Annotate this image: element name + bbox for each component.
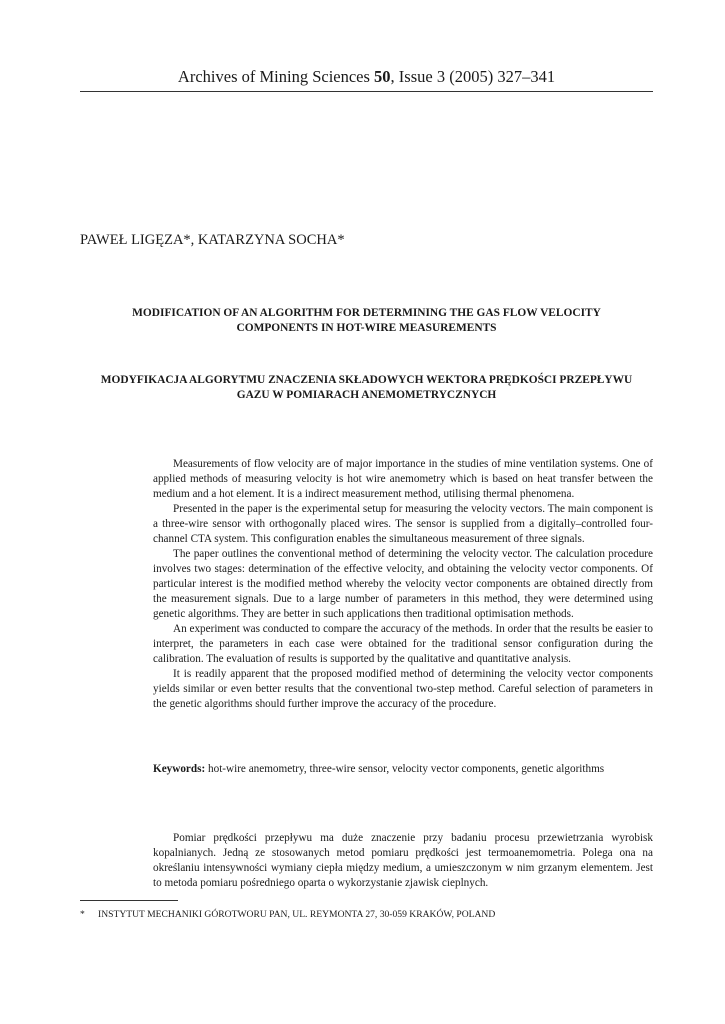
header-rule: [80, 91, 653, 92]
journal-header: [80, 66, 653, 88]
journal-issue: , Issue 3 (2005) 327–341: [390, 67, 556, 86]
title-english-line-2: COMPONENTS IN HOT-WIRE MEASUREMENTS: [236, 322, 497, 334]
abstract-paragraph-1: Measurements of flow velocity are of major importance in the studies of mine ventilation systems. One of applied methods of measuring velocity is hot wire anemometry which is based on heat transfer between the medium and a hot element. It is a indirect measurement method, utilising thermal phenomena.: [153, 458, 653, 500]
abstract: [153, 457, 653, 712]
journal-name: Archives of Mining Sciences: [177, 67, 375, 86]
abstract-paragraph-3: The paper outlines the conventional method of determining the velocity vector. The calculation procedure involves two stages: determination of the effective velocity, and obtaining the velocity vector components. Of particular interest is the modified method whereby the velocity vector components are obtained directly from the measurement signals. Due to a large number of parameters in this method, they were determined using genetic algorithms. They are better in such applications then traditional optimisation methods.: [153, 548, 653, 620]
title-polish: [80, 373, 653, 403]
keywords-label: Keywords:: [153, 763, 206, 775]
abstract-paragraph-5: It is readily apparent that the proposed modified method of determining the velocity vector components yields similar or even better results that the conventional two-step method. Careful selection of parameters in the genetic algorithms should further improve the accuracy of the procedure.: [153, 668, 653, 710]
body-text: [153, 831, 653, 891]
journal-volume: 50: [374, 67, 391, 86]
title-english-line-1: MODIFICATION OF AN ALGORITHM FOR DETERMINING THE GAS FLOW VELOCITY: [132, 307, 601, 319]
authors: PAWEŁ LIGĘZA*, KATARZYNA SOCHA*: [80, 232, 345, 248]
footnote-rule: [80, 900, 178, 901]
title-english: [80, 306, 653, 336]
title-polish-line-1: MODYFIKACJA ALGORYTMU ZNACZENIA SKŁADOWYCH WEKTORA PRĘDKOŚCI PRZEPŁYWU: [100, 374, 633, 386]
abstract-paragraph-2: Presented in the paper is the experimental setup for measuring the velocity vectors. The main component is a three-wire sensor with orthogonally placed wires. The sensor is supplied from a digitally–controlled four-channel CTA system. This configuration enables the simultaneous measurement of three signals.: [153, 503, 653, 545]
title-polish-line-2: GAZU W POMIARACH ANEMOMETRYCZNYCH: [236, 389, 497, 401]
footnote: [80, 908, 653, 921]
body-paragraph-1: Pomiar prędkości przepływu ma duże znaczenie przy badaniu procesu przewietrzania wyrobisk kopalnianych. Jedną ze stosowanych metod pomiaru prędkości jest termoanemometria. Polega ona na określaniu intensywności wymiany ciepła między medium, a umieszczonym w nim grzanym elementem. Jest to metoda pomiaru pośredniego oparta o wykorzystanie zjawisk cieplnych.: [153, 832, 653, 889]
keywords-text: hot-wire anemometry, three-wire sensor, velocity vector components, genetic algorithms: [205, 763, 605, 775]
footnote-mark: *: [80, 909, 85, 920]
footnote-affiliation: INSTYTUT MECHANIKI GÓROTWORU PAN, UL. REYMONTA 27, 30-059 KRAKÓW, POLAND: [98, 909, 496, 920]
abstract-paragraph-4: An experiment was conducted to compare the accuracy of the methods. In order that the results be easier to interpret, the parameters in each case were obtained for the traditional sensor configuration during the calibration. The evaluation of results is supported by the qualitative and quantitative analysis.: [153, 623, 653, 665]
keywords: [153, 762, 653, 777]
